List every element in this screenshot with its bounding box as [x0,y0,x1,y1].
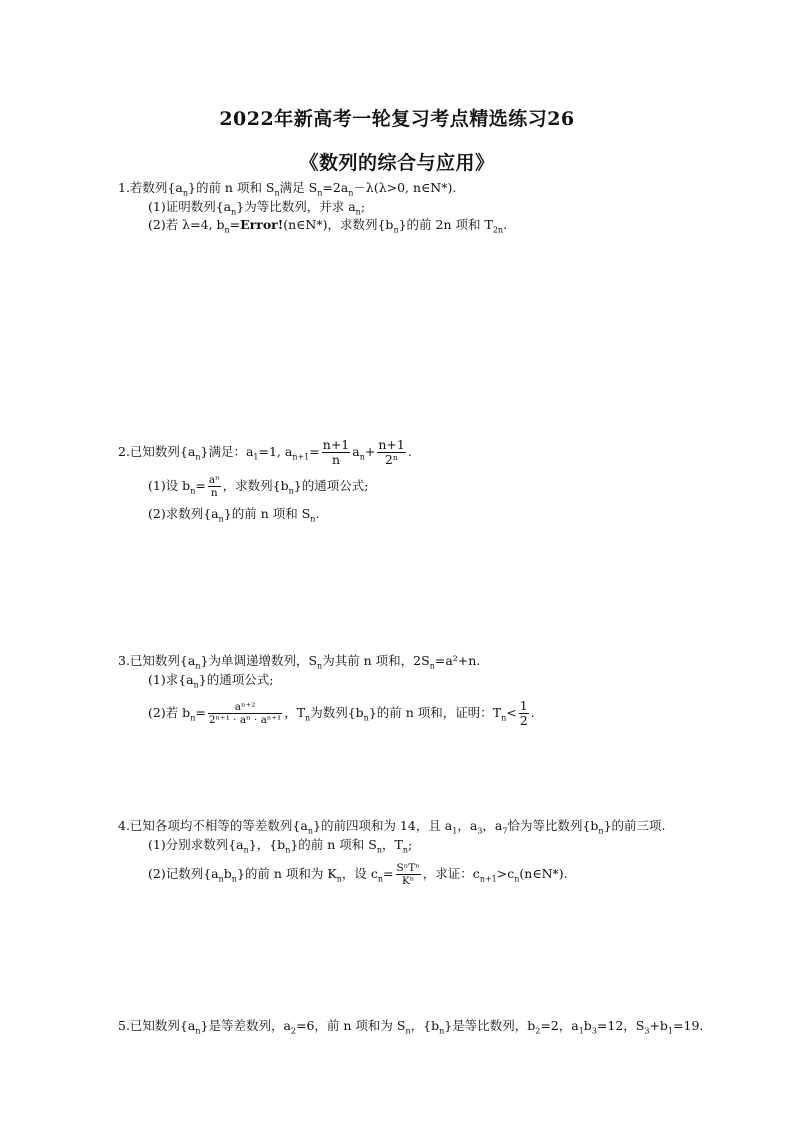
fraction: $\frac{\text{aⁿ}}{n}$ [208,474,220,499]
q2-part1: (1)设 $b_n=$ $\frac{\text{aⁿ}}{n}$ ，求数列$\{b_n\}$的通项公式; [148,474,369,499]
fraction: $\frac{n+1}{\text{2ⁿ}}$ [378,437,405,467]
q2-part2: (2)求数列$\{a_n\}$的前 n 项和 $S_n$. [148,506,320,524]
fraction: $\frac{n+1}{n}$ [322,437,350,467]
document-title: 2022年新高考一轮复习考点精选练习26 [219,108,575,130]
q3-part1: (1)求$\{a_n\}$的通项公式; [148,672,274,690]
q4-part1: (1)分别求数列$\{a_n\}$，$\{b_n\}$的前 n 项和 $S_n$，$T_n$; [148,837,413,855]
q4-stem: 4.已知各项均不相等的等差数列$\{a_n\}$的前四项和为 14，且 $a_1$，$a_3$，$a_7$恰为等比数列$\{b_n\}$的前三项. [118,818,666,836]
q5-stem: 5.已知数列$\{a_n\}$是等差数列，$a_2=6$，前 n 项和为 $S_n$，$\{b_n\}$是等比数列，$b_2=2$，$a_1b_3=12$，$S_3+b_1=19$. [118,1018,704,1036]
q1-part1: (1)证明数列$\{a_n\}$为等比数列，并求 $a_n$; [148,199,366,217]
fraction: $\frac{\text{aⁿ⁺²}}{\text{2ⁿ⁺¹ · aⁿ · aⁿ⁺¹}}$ [208,701,282,726]
q1-stem: 1.若数列$\{a_n\}$的前 n 项和 $S_n$满足 $S_n=2a_n-\lambda(\lambda>0$, n∈N*). [118,180,457,198]
fraction: $\frac{\text{SⁿTⁿ}}{\text{Kⁿ}}$ [396,862,420,887]
q3-part2: (2)若 $b_n=$ $\frac{\text{aⁿ⁺²}}{\text{2ⁿ⁺¹ · aⁿ · aⁿ⁺¹}}$ ，$T_n$为数列$\{b_n\}$的前 n 项和，证明：$T_n<$ $\frac{1}{2}$ . [148,698,535,728]
q2-stem: 2.已知数列$\{a_n\}$满足：$a_1=1$, $a_{n+1}=$ $\frac{n+1}{n}$ $a_n+$ $\frac{n+1}{\text{2ⁿ}}$ . [118,437,412,467]
q4-part2: (2)记数列$\{a_nb_n\}$的前 n 项和为 $K_n$，设 $c_n=$ $\frac{\text{SⁿTⁿ}}{\text{Kⁿ}}$ ，求证：$c_{n+1}>c_n(n\in N*)$. [148,862,568,887]
q3-stem: 3.已知数列$\{a_n\}$为单调递增数列，$S_n$为其前 n 项和，$2S_n=a^2+n$. [118,653,481,671]
fraction: $\frac{1}{2}$ [519,698,528,728]
q1-part2: (2)若 λ=4, $b_n=Error!(n\in N*)$，求数列$\{b_n\}$的前 2n 项和 $T_{2n}$. [148,217,508,235]
document-subtitle: 《数列的综合与应用》 [299,152,495,174]
